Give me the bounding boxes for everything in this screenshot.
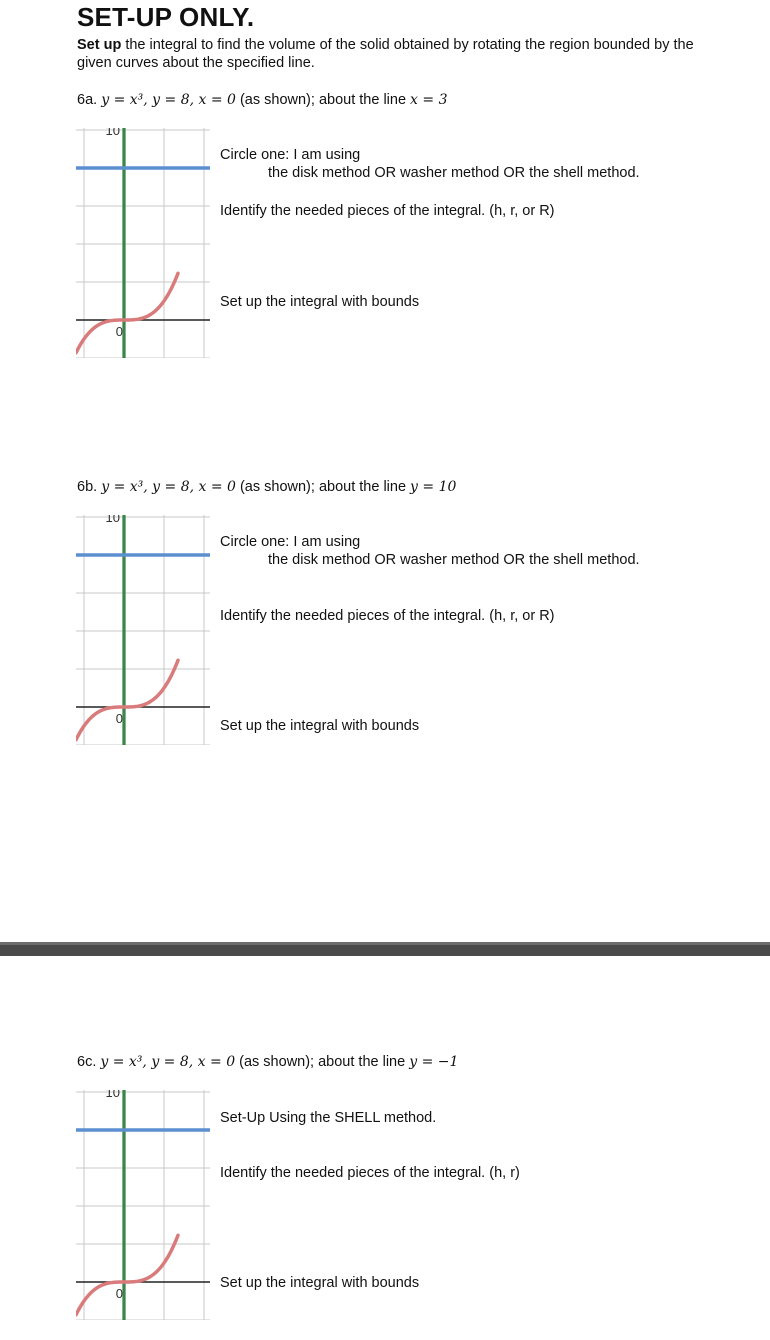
graph-svg [76, 515, 210, 745]
problem-axis: x = 3 [410, 92, 448, 108]
curve-y-equals-x-cubed [76, 1235, 178, 1315]
problem-shown: (as shown); about the line [239, 92, 407, 108]
identify-pieces-prompt: Identify the needed pieces of the integral. (h, r, or R) [220, 608, 555, 624]
problem-shown: (as shown); about the line [239, 1054, 406, 1070]
origin-label: 0 [115, 324, 123, 339]
circle-one-prompt: Circle one: I am using [220, 534, 361, 550]
problem-curves: y = x³, y = 8, x = 0 [101, 92, 236, 108]
integral-setup-prompt: Set up the integral with bounds [220, 1275, 420, 1291]
problem-label: 6a. [77, 92, 98, 108]
y-tick-label-10: 10 [105, 515, 120, 525]
identify-pieces-prompt: Identify the needed pieces of the integral. (h, r) [220, 1165, 520, 1181]
origin-label: 0 [115, 711, 123, 726]
graph-svg [76, 128, 210, 358]
graph-6c [76, 1090, 210, 1320]
curve-y-equals-x-cubed [76, 273, 178, 353]
instructions [77, 36, 717, 72]
circle-one-prompt: Circle one: I am using [220, 147, 361, 163]
identify-pieces-prompt: Identify the needed pieces of the integral. (h, r, or R) [220, 203, 555, 219]
curve-y-equals-x-cubed [76, 660, 178, 740]
problem-curves: y = x³, y = 8, x = 0 [101, 479, 236, 495]
instructions-bold: Set up [77, 37, 122, 53]
problem-6c-statement [77, 1054, 458, 1070]
graph-svg [76, 1090, 210, 1320]
graph-6a [76, 128, 210, 358]
problem-axis: y = 10 [410, 479, 457, 495]
problem-label: 6b. [77, 479, 98, 495]
method-options: the disk method OR washer method OR the shell method. [268, 165, 640, 181]
integral-setup-prompt: Set up the integral with bounds [220, 718, 420, 734]
shell-method-instruction: Set-Up Using the SHELL method. [220, 1110, 437, 1126]
integral-setup-prompt: Set up the integral with bounds [220, 294, 420, 310]
problem-label: 6c. [77, 1054, 97, 1070]
page-break-divider [0, 942, 770, 956]
method-options: the disk method OR washer method OR the shell method. [268, 552, 640, 568]
problem-shown: (as shown); about the line [239, 479, 407, 495]
problem-axis: y = −1 [409, 1054, 459, 1070]
problem-6a-statement [77, 92, 447, 108]
problem-6b-statement [77, 479, 456, 495]
problem-curves: y = x³, y = 8, x = 0 [100, 1054, 236, 1070]
graph-6b [76, 515, 210, 745]
origin-label: 0 [115, 1286, 123, 1301]
page-title: SET-UP ONLY. [77, 2, 255, 32]
y-tick-label-10: 10 [105, 1090, 120, 1100]
instructions-text: the integral to find the volume of the solid obtained by rotating the region bounded by the given curves about the specified line. [77, 37, 694, 71]
y-tick-label-10: 10 [105, 128, 120, 138]
